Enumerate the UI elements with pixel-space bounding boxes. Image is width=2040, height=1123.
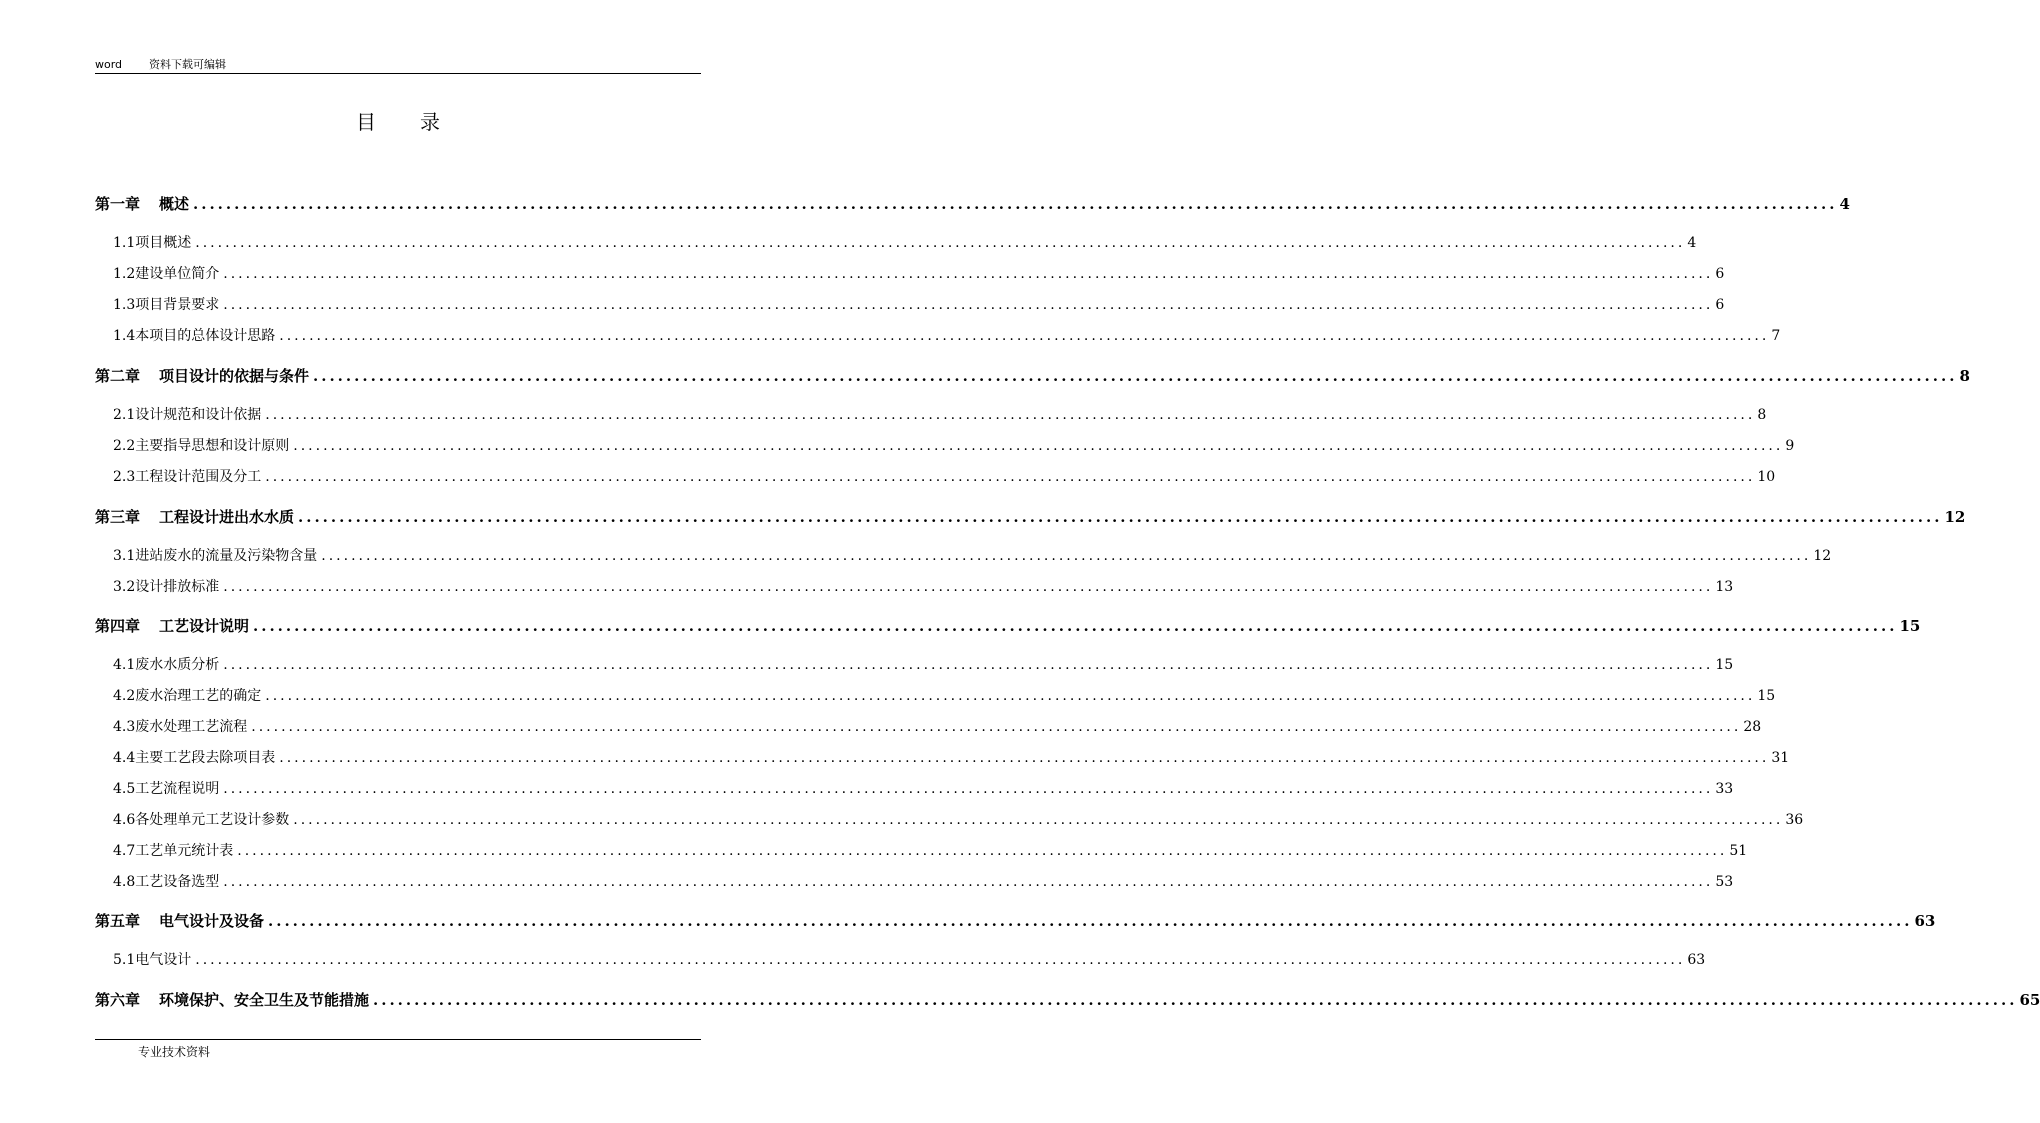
- toc-entry-title: 废水处理工艺流程: [135, 719, 248, 735]
- toc-section-entry[interactable]: [95, 435, 1795, 455]
- toc-dot-leader: ........................................................................................................................................................................................................: [268, 912, 1913, 930]
- toc-entry-number: 第五章: [95, 912, 141, 930]
- toc-entry-label: [113, 809, 291, 829]
- toc-dot-leader: ........................................................................................................................................................................................................: [265, 407, 1756, 423]
- toc-page-number: 15: [1899, 617, 1921, 635]
- toc-entry-number: 3.2: [113, 579, 136, 595]
- toc-dot-leader: ........................................................................................................................................................................................................: [195, 235, 1686, 251]
- toc-entry-label: [95, 615, 251, 636]
- toc-entry-number: 4.6: [113, 812, 136, 828]
- toc-page-number: 6: [1715, 297, 1725, 313]
- toc-section-entry[interactable]: [95, 747, 1790, 767]
- toc-page-number: 36: [1785, 812, 1804, 828]
- toc-entry-number: 第一章: [95, 195, 141, 213]
- toc-entry-title: 电气设计: [135, 952, 192, 968]
- toc-entry-label: [113, 294, 221, 314]
- toc-entry-label: [113, 545, 319, 565]
- toc-page-number: 4: [1839, 195, 1850, 213]
- toc-entry-label: [113, 949, 193, 969]
- toc-dot-leader: ........................................................................................................................................................................................................: [193, 195, 1838, 213]
- toc-entry-label: [113, 840, 235, 860]
- toc-page-number: 8: [1959, 367, 1970, 385]
- toc-page-number: 12: [1944, 508, 1966, 526]
- toc-entry-title: 概述: [159, 195, 190, 213]
- toc-chapter-entry[interactable]: [95, 506, 1966, 526]
- toc-chapter-entry[interactable]: [95, 910, 1936, 930]
- toc-dot-leader: ........................................................................................................................................................................................................: [279, 328, 1770, 344]
- toc-dot-leader: ........................................................................................................................................................................................................: [223, 781, 1714, 797]
- toc-entry-number: 4.3: [113, 719, 136, 735]
- toc-entry-title: 电气设计及设备: [159, 912, 265, 930]
- toc-chapter-entry[interactable]: [95, 989, 2040, 1009]
- toc-entry-label: [113, 435, 291, 455]
- page-title: 目录: [356, 110, 484, 134]
- toc-dot-leader: ........................................................................................................................................................................................................: [293, 812, 1784, 828]
- toc-page-number: 9: [1785, 438, 1795, 454]
- toc-section-entry[interactable]: [95, 809, 1804, 829]
- toc-section-entry[interactable]: [95, 576, 1734, 596]
- toc-entry-title: 项目设计的依据与条件: [159, 367, 310, 385]
- toc-entry-title: 项目背景要求: [135, 297, 220, 313]
- toc-entry-number: 第二章: [95, 367, 141, 385]
- toc-section-entry[interactable]: [95, 840, 1748, 860]
- toc-page-number: 63: [1687, 952, 1706, 968]
- toc-entry-label: [113, 871, 221, 891]
- toc-chapter-entry[interactable]: [95, 615, 1921, 635]
- toc-entry-label: [95, 910, 266, 931]
- toc-entry-number: 1.3: [113, 297, 136, 313]
- toc-entry-title: 主要指导思想和设计原则: [135, 438, 290, 454]
- header-word: word: [95, 58, 123, 71]
- toc-entry-label: [113, 325, 277, 345]
- toc-page-number: 31: [1771, 750, 1790, 766]
- toc-section-entry[interactable]: [95, 716, 1762, 736]
- toc-chapter-entry[interactable]: [95, 365, 1970, 385]
- toc-dot-leader: ........................................................................................................................................................................................................: [298, 508, 1943, 526]
- toc-entry-title: 建设单位简介: [135, 266, 220, 282]
- toc-entry-title: 环境保护、安全卫生及节能措施: [159, 991, 370, 1009]
- toc-entry-title: 工艺设计说明: [159, 617, 250, 635]
- toc-entry-number: 第六章: [95, 991, 141, 1009]
- toc-page-number: 53: [1715, 874, 1734, 890]
- toc-entry-title: 本项目的总体设计思路: [135, 328, 276, 344]
- toc-entry-label: [113, 654, 221, 674]
- toc-page-number: 6: [1715, 266, 1725, 282]
- toc-section-entry[interactable]: [95, 654, 1734, 674]
- toc-dot-leader: ........................................................................................................................................................................................................: [293, 438, 1784, 454]
- toc-page-number: 63: [1914, 912, 1936, 930]
- footer-rule: [95, 1039, 701, 1040]
- toc-entry-number: 4.4: [113, 750, 136, 766]
- toc-page-number: 33: [1715, 781, 1734, 797]
- header-text: 资料下载可编辑: [149, 58, 226, 71]
- toc-entry-title: 项目概述: [135, 235, 192, 251]
- toc-page-number: 15: [1757, 688, 1776, 704]
- toc-entry-title: 设计排放标准: [135, 579, 220, 595]
- toc-dot-leader: ........................................................................................................................................................................................................: [223, 579, 1714, 595]
- toc-entry-label: [113, 716, 249, 736]
- toc-section-entry[interactable]: [95, 232, 1697, 252]
- toc-page-number: 10: [1757, 469, 1776, 485]
- page-footer: 专业技术资料: [138, 1045, 211, 1059]
- page-header: [95, 56, 701, 72]
- toc-entry-title: 工艺单元统计表: [135, 843, 234, 859]
- toc-entry-number: 4.2: [113, 688, 136, 704]
- header-rule: [95, 73, 701, 74]
- toc-entry-label: [113, 747, 277, 767]
- toc-entry-number: 2.2: [113, 438, 136, 454]
- toc-page-number: 13: [1715, 579, 1734, 595]
- toc-section-entry[interactable]: [95, 685, 1776, 705]
- toc-entry-number: 3.1: [113, 548, 136, 564]
- toc-dot-leader: ........................................................................................................................................................................................................: [223, 266, 1714, 282]
- toc-entry-title: 设计规范和设计依据: [135, 407, 262, 423]
- toc-dot-leader: ........................................................................................................................................................................................................: [237, 843, 1728, 859]
- toc-entry-number: 5.1: [113, 952, 136, 968]
- toc-entry-title: 工程设计范围及分工: [135, 469, 262, 485]
- toc-page-number: 12: [1813, 548, 1832, 564]
- toc-entry-number: 1.1: [113, 235, 136, 251]
- toc-page-number: 51: [1729, 843, 1748, 859]
- toc-entry-label: [95, 365, 311, 386]
- toc-entry-number: 1.2: [113, 266, 136, 282]
- toc-entry-label: [113, 576, 221, 596]
- toc-page-number: 28: [1743, 719, 1762, 735]
- toc-entry-title: 进站废水的流量及污染物含量: [135, 548, 318, 564]
- toc-dot-leader: ........................................................................................................................................................................................................: [253, 617, 1898, 635]
- toc-section-entry[interactable]: [95, 545, 1832, 565]
- toc-section-entry[interactable]: [95, 949, 1706, 969]
- toc-entry-label: [95, 506, 296, 527]
- toc-entry-label: [113, 466, 263, 486]
- toc-page-number: 4: [1687, 235, 1697, 251]
- toc-page-number: 15: [1715, 657, 1734, 673]
- toc-entry-number: 4.8: [113, 874, 136, 890]
- toc-dot-leader: ........................................................................................................................................................................................................: [223, 297, 1714, 313]
- toc-page-number: 7: [1771, 328, 1781, 344]
- toc-entry-label: [113, 685, 263, 705]
- toc-entry-number: 第三章: [95, 508, 141, 526]
- toc-chapter-entry[interactable]: [95, 193, 1850, 213]
- toc-dot-leader: ........................................................................................................................................................................................................: [251, 719, 1742, 735]
- toc-entry-label: [113, 232, 193, 252]
- toc-entry-title: 主要工艺段去除项目表: [135, 750, 276, 766]
- toc-dot-leader: ........................................................................................................................................................................................................: [223, 874, 1714, 890]
- toc-entry-title: 各处理单元工艺设计参数: [135, 812, 290, 828]
- toc-dot-leader: ........................................................................................................................................................................................................: [279, 750, 1770, 766]
- toc-entry-title: 废水水质分析: [135, 657, 220, 673]
- toc-section-entry[interactable]: [95, 778, 1734, 798]
- toc-entry-number: 2.3: [113, 469, 136, 485]
- toc-entry-label: [113, 263, 221, 283]
- toc-entry-title: 工程设计进出水水质: [159, 508, 295, 526]
- toc-entry-label: [113, 404, 263, 424]
- toc-entry-number: 2.1: [113, 407, 136, 423]
- toc-section-entry[interactable]: [95, 325, 1781, 345]
- toc-dot-leader: ........................................................................................................................................................................................................: [313, 367, 1958, 385]
- toc-entry-label: [113, 778, 221, 798]
- toc-page-number: 65: [2019, 991, 2040, 1009]
- toc-entry-number: 4.5: [113, 781, 136, 797]
- toc-dot-leader: ........................................................................................................................................................................................................: [373, 991, 2018, 1009]
- toc-entry-label: [95, 193, 191, 214]
- toc-entry-number: 4.7: [113, 843, 136, 859]
- toc-entry-label: [95, 989, 371, 1010]
- toc-dot-leader: ........................................................................................................................................................................................................: [195, 952, 1686, 968]
- toc-dot-leader: ........................................................................................................................................................................................................: [265, 688, 1756, 704]
- toc-section-entry[interactable]: [95, 404, 1767, 424]
- toc-entry-number: 4.1: [113, 657, 136, 673]
- toc-entry-title: 废水治理工艺的确定: [135, 688, 262, 704]
- toc-section-entry[interactable]: [95, 263, 1725, 283]
- toc-entry-number: 1.4: [113, 328, 136, 344]
- toc-entry-title: 工艺设备选型: [135, 874, 220, 890]
- toc-dot-leader: ........................................................................................................................................................................................................: [265, 469, 1756, 485]
- toc-section-entry[interactable]: [95, 466, 1776, 486]
- toc-entry-title: 工艺流程说明: [135, 781, 220, 797]
- toc-entry-number: 第四章: [95, 617, 141, 635]
- toc-section-entry[interactable]: [95, 294, 1725, 314]
- toc-page-number: 8: [1757, 407, 1767, 423]
- toc-dot-leader: ........................................................................................................................................................................................................: [321, 548, 1812, 564]
- toc-dot-leader: ........................................................................................................................................................................................................: [223, 657, 1714, 673]
- toc-section-entry[interactable]: [95, 871, 1734, 891]
